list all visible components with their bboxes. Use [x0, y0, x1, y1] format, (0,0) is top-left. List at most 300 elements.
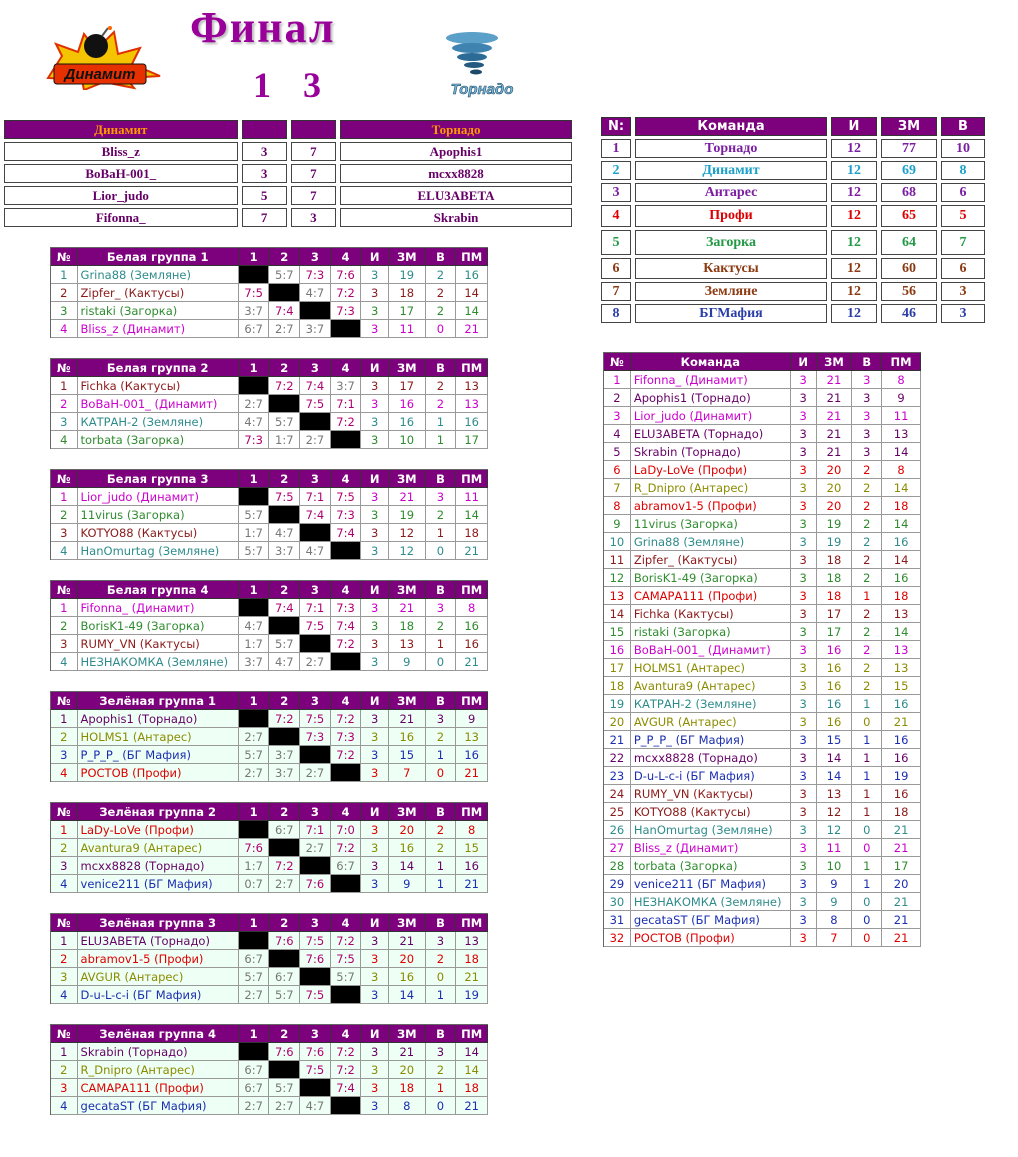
individual-name: Lior_judo (Динамит)	[631, 407, 791, 425]
individual-zm: 16	[817, 659, 853, 677]
group-pm: 21	[456, 653, 488, 671]
group-result: 6:7	[239, 1079, 270, 1097]
standings-team: Торнадо	[635, 139, 827, 158]
group-games: 3	[361, 1079, 389, 1097]
group-result: 6:7	[269, 968, 300, 986]
group-header-col: 3	[300, 803, 331, 821]
group-result: 6:7	[239, 1061, 270, 1079]
individual-zm: 16	[817, 695, 853, 713]
group-result: 7:4	[300, 377, 331, 395]
individual-name: САМАРА111 (Профи)	[631, 587, 791, 605]
individual-num: 23	[604, 767, 631, 785]
individual-games: 3	[791, 497, 817, 515]
group-header-col: 1	[239, 581, 270, 599]
individual-pm: 13	[882, 641, 921, 659]
group-wins: 1	[426, 431, 457, 449]
individual-wins: 3	[852, 425, 882, 443]
group-player-name: BorisK1-49 (Загорка)	[78, 617, 239, 635]
match-score1: 3	[242, 142, 287, 161]
individual-wins: 3	[852, 407, 882, 425]
individual-zm: 21	[817, 425, 853, 443]
group-wins: 1	[426, 413, 457, 431]
individual-pm: 18	[882, 803, 921, 821]
individual-num: 10	[604, 533, 631, 551]
individual-games: 3	[791, 875, 817, 893]
group-zm: 21	[389, 1043, 426, 1061]
group-player-name: Lior_judo (Динамит)	[78, 488, 239, 506]
individual-row	[604, 749, 921, 767]
individual-pm: 14	[882, 515, 921, 533]
group-result: 7:0	[331, 821, 362, 839]
group-result: 2:7	[239, 986, 270, 1004]
group-row	[51, 1097, 488, 1115]
standings-g: 12	[831, 282, 877, 301]
group-self-cell	[239, 710, 270, 728]
group-pm: 16	[456, 617, 488, 635]
group-result: 7:1	[300, 488, 331, 506]
group-wins: 2	[426, 377, 457, 395]
individual-row	[604, 803, 921, 821]
individual-zm: 10	[817, 857, 853, 875]
group-row	[51, 506, 488, 524]
individual-pm: 11	[882, 407, 921, 425]
group-header-zm: ЗМ	[389, 470, 426, 488]
individual-games: 3	[791, 695, 817, 713]
individual-zm: 17	[817, 605, 853, 623]
group-player-name: Apophis1 (Торнадо)	[78, 710, 239, 728]
match-score2: 3	[291, 208, 336, 227]
group-games: 3	[361, 284, 389, 302]
standings-team: Кактусы	[635, 258, 827, 279]
individual-wins: 2	[852, 533, 882, 551]
group-pm: 16	[456, 266, 488, 284]
group-row-num: 3	[51, 524, 78, 542]
group-row	[51, 950, 488, 968]
individual-games: 3	[791, 587, 817, 605]
group-header-col: 4	[331, 248, 362, 266]
group-self-cell	[239, 932, 270, 950]
individual-pm: 18	[882, 497, 921, 515]
group-zm: 14	[389, 857, 426, 875]
individual-zm: 21	[817, 371, 853, 389]
group-result: 2:7	[239, 764, 270, 782]
group-header-zm: ЗМ	[389, 803, 426, 821]
individual-wins: 2	[852, 641, 882, 659]
individual-wins: 3	[852, 443, 882, 461]
group-pm: 9	[456, 710, 488, 728]
standings-g: 12	[831, 183, 877, 202]
group-result: 7:6	[300, 875, 331, 893]
standings-g: 12	[831, 139, 877, 158]
group-result: 7:6	[269, 1043, 300, 1061]
standings-w: 5	[941, 205, 985, 227]
standings-header: В	[941, 117, 985, 136]
group-result: 3:7	[269, 764, 300, 782]
group-table	[50, 580, 488, 671]
group-result: 2:7	[300, 764, 331, 782]
group-row	[51, 617, 488, 635]
group-zm: 18	[389, 1079, 426, 1097]
group-result: 4:7	[269, 653, 300, 671]
individual-zm: 21	[817, 389, 853, 407]
individual-games: 3	[791, 677, 817, 695]
group-row	[51, 542, 488, 560]
individual-games: 3	[791, 821, 817, 839]
group-header-wins: В	[426, 248, 457, 266]
standings-header: Команда	[635, 117, 827, 136]
group-player-name: D-u-L-c-i (БГ Мафия)	[78, 986, 239, 1004]
individual-num: 22	[604, 749, 631, 767]
individual-games: 3	[791, 479, 817, 497]
group-result: 7:1	[331, 395, 362, 413]
individual-name: ELU3ABETA (Торнадо)	[631, 425, 791, 443]
group-header-games: И	[361, 914, 389, 932]
group-player-name: torbata (Загорка)	[78, 431, 239, 449]
group-self-cell	[269, 950, 300, 968]
group-row-num: 2	[51, 617, 78, 635]
group-zm: 20	[389, 1061, 426, 1079]
individual-wins: 1	[852, 875, 882, 893]
individual-zm: 7	[817, 929, 853, 947]
standings-team: Профи	[635, 205, 827, 227]
individual-wins: 3	[852, 389, 882, 407]
individual-zm: 12	[817, 821, 853, 839]
individual-num: 18	[604, 677, 631, 695]
group-header-col: 1	[239, 692, 270, 710]
standings-team: БГМафия	[635, 304, 827, 323]
group-row-num: 1	[51, 821, 78, 839]
group-title: Зелёная группа 1	[78, 692, 239, 710]
group-self-cell	[269, 617, 300, 635]
group-header-col: 1	[239, 803, 270, 821]
group-result: 2:7	[300, 653, 331, 671]
individual-name: РОСТОВ (Профи)	[631, 929, 791, 947]
individual-pm: 19	[882, 767, 921, 785]
individual-name: HOLMS1 (Антарес)	[631, 659, 791, 677]
group-row	[51, 1079, 488, 1097]
group-result: 7:2	[269, 377, 300, 395]
individual-pm: 13	[882, 605, 921, 623]
individual-name: НЕЗНАКОМКА (Земляне)	[631, 893, 791, 911]
group-player-name: BoBaH-001_ (Динамит)	[78, 395, 239, 413]
group-wins: 0	[426, 764, 457, 782]
group-wins: 2	[426, 266, 457, 284]
match-row	[4, 164, 572, 183]
individual-wins: 2	[852, 623, 882, 641]
group-zm: 16	[389, 839, 426, 857]
group-wins: 0	[426, 320, 457, 338]
match-row	[4, 208, 572, 227]
individual-row	[604, 641, 921, 659]
individual-games: 3	[791, 551, 817, 569]
group-games: 3	[361, 506, 389, 524]
group-self-cell	[269, 506, 300, 524]
standings-n: 3	[601, 183, 631, 202]
group-result: 7:3	[300, 728, 331, 746]
group-row-num: 1	[51, 710, 78, 728]
individual-row	[604, 839, 921, 857]
group-header-col: 4	[331, 581, 362, 599]
group-games: 3	[361, 542, 389, 560]
individual-wins: 0	[852, 713, 882, 731]
group-header-num: №	[51, 914, 78, 932]
group-result: 7:3	[331, 506, 362, 524]
standings-w: 3	[941, 282, 985, 301]
individual-pm: 14	[882, 623, 921, 641]
standings-w: 10	[941, 139, 985, 158]
individual-row	[604, 479, 921, 497]
group-header-col: 2	[269, 803, 300, 821]
individual-num: 19	[604, 695, 631, 713]
individual-games: 3	[791, 785, 817, 803]
individual-row	[604, 371, 921, 389]
group-games: 3	[361, 986, 389, 1004]
individual-wins: 2	[852, 497, 882, 515]
individual-header: ПМ	[882, 353, 921, 371]
group-self-cell	[269, 284, 300, 302]
individual-zm: 21	[817, 407, 853, 425]
group-result: 7:5	[331, 488, 362, 506]
individual-row	[604, 587, 921, 605]
individual-num: 9	[604, 515, 631, 533]
standings-zm: 65	[881, 205, 937, 227]
group-result: 2:7	[239, 728, 270, 746]
group-header-games: И	[361, 581, 389, 599]
individual-zm: 12	[817, 803, 853, 821]
individual-num: 32	[604, 929, 631, 947]
individual-games: 3	[791, 803, 817, 821]
group-pm: 17	[456, 431, 488, 449]
group-result: 5:7	[269, 266, 300, 284]
individual-games: 3	[791, 713, 817, 731]
standings-row	[601, 230, 985, 255]
group-self-cell	[331, 542, 362, 560]
group-header-games: И	[361, 1025, 389, 1043]
group-result: 7:2	[331, 746, 362, 764]
group-result: 7:3	[331, 599, 362, 617]
group-result: 7:5	[300, 710, 331, 728]
group-header-col: 2	[269, 470, 300, 488]
match-table	[0, 117, 576, 230]
individual-zm: 8	[817, 911, 853, 929]
individual-row	[604, 875, 921, 893]
group-zm: 21	[389, 599, 426, 617]
group-games: 3	[361, 968, 389, 986]
standings-row	[601, 282, 985, 301]
individual-pm: 21	[882, 821, 921, 839]
group-result: 5:7	[331, 968, 362, 986]
individual-name: Bliss_z (Динамит)	[631, 839, 791, 857]
group-header-col: 4	[331, 1025, 362, 1043]
group-self-cell	[269, 728, 300, 746]
group-zm: 7	[389, 764, 426, 782]
individual-wins: 2	[852, 659, 882, 677]
group-header-col: 3	[300, 692, 331, 710]
group-games: 3	[361, 1043, 389, 1061]
group-zm: 8	[389, 1097, 426, 1115]
group-header-num: №	[51, 248, 78, 266]
standings-zm: 64	[881, 230, 937, 255]
individual-row	[604, 497, 921, 515]
individual-num: 3	[604, 407, 631, 425]
team-standings-table	[597, 114, 989, 326]
group-wins: 1	[426, 1079, 457, 1097]
group-row	[51, 932, 488, 950]
group-result: 2:7	[239, 1097, 270, 1115]
individual-zm: 19	[817, 533, 853, 551]
individual-wins: 0	[852, 821, 882, 839]
group-row-num: 3	[51, 857, 78, 875]
individual-pm: 16	[882, 785, 921, 803]
group-pm: 16	[456, 746, 488, 764]
individual-games: 3	[791, 839, 817, 857]
group-self-cell	[331, 986, 362, 1004]
group-pm: 15	[456, 839, 488, 857]
group-row	[51, 524, 488, 542]
individual-row	[604, 425, 921, 443]
individual-pm: 16	[882, 695, 921, 713]
group-self-cell	[331, 320, 362, 338]
group-table	[50, 247, 488, 338]
individual-wins: 2	[852, 461, 882, 479]
group-row-num: 1	[51, 377, 78, 395]
individual-name: КАТРАН-2 (Земляне)	[631, 695, 791, 713]
individual-zm: 20	[817, 497, 853, 515]
group-wins: 3	[426, 599, 457, 617]
group-result: 1:7	[239, 635, 270, 653]
group-wins: 0	[426, 653, 457, 671]
group-result: 5:7	[269, 635, 300, 653]
group-header-num: №	[51, 803, 78, 821]
group-result: 7:3	[331, 302, 362, 320]
group-wins: 3	[426, 1043, 457, 1061]
individual-num: 25	[604, 803, 631, 821]
individual-name: P_P_P_ (БГ Мафия)	[631, 731, 791, 749]
group-self-cell	[331, 1097, 362, 1115]
group-result: 6:7	[239, 320, 270, 338]
individual-wins: 1	[852, 767, 882, 785]
standings-team: Земляне	[635, 282, 827, 301]
group-player-name: mcxx8828 (Торнадо)	[78, 857, 239, 875]
individual-row	[604, 929, 921, 947]
group-player-name: 11virus (Загорка)	[78, 506, 239, 524]
group-table	[50, 691, 488, 782]
group-row-num: 3	[51, 635, 78, 653]
group-pm: 8	[456, 821, 488, 839]
standings-zm: 68	[881, 183, 937, 202]
match-score1: 5	[242, 186, 287, 205]
match-team2: Торнадо	[340, 120, 572, 139]
individual-games: 3	[791, 407, 817, 425]
group-row-num: 2	[51, 1061, 78, 1079]
individual-games: 3	[791, 605, 817, 623]
group-zm: 21	[389, 488, 426, 506]
group-header-col: 4	[331, 803, 362, 821]
match-row	[4, 142, 572, 161]
individual-num: 15	[604, 623, 631, 641]
group-self-cell	[269, 395, 300, 413]
group-zm: 16	[389, 728, 426, 746]
group-player-name: НЕЗНАКОМКА (Земляне)	[78, 653, 239, 671]
group-player-name: САМАРА111 (Профи)	[78, 1079, 239, 1097]
group-wins: 0	[426, 1097, 457, 1115]
individual-zm: 16	[817, 641, 853, 659]
group-header-games: И	[361, 248, 389, 266]
group-header-zm: ЗМ	[389, 1025, 426, 1043]
individual-zm: 14	[817, 749, 853, 767]
group-player-name: ELU3ABETA (Торнадо)	[78, 932, 239, 950]
individual-name: gecataST (БГ Мафия)	[631, 911, 791, 929]
standings-n: 6	[601, 258, 631, 279]
individual-wins: 3	[852, 371, 882, 389]
individual-pm: 20	[882, 875, 921, 893]
standings-w: 6	[941, 183, 985, 202]
individual-wins: 1	[852, 857, 882, 875]
individual-name: Fifonna_ (Динамит)	[631, 371, 791, 389]
group-self-cell	[239, 266, 270, 284]
group-row	[51, 431, 488, 449]
standings-n: 2	[601, 161, 631, 180]
individual-num: 16	[604, 641, 631, 659]
individual-header: В	[852, 353, 882, 371]
group-zm: 11	[389, 320, 426, 338]
individual-name: torbata (Загорка)	[631, 857, 791, 875]
group-title: Белая группа 3	[78, 470, 239, 488]
dinamit-logo-text: Динамит	[64, 66, 136, 83]
match-score1: 7	[242, 208, 287, 227]
group-result: 7:5	[331, 950, 362, 968]
match-score2: 7	[291, 142, 336, 161]
individual-header: Команда	[631, 353, 791, 371]
individual-zm: 16	[817, 713, 853, 731]
group-title: Белая группа 1	[78, 248, 239, 266]
standings-zm: 77	[881, 139, 937, 158]
group-header-pm: ПМ	[456, 1025, 488, 1043]
group-row-num: 1	[51, 932, 78, 950]
individual-row	[604, 695, 921, 713]
group-row-num: 4	[51, 1097, 78, 1115]
group-header-col: 2	[269, 914, 300, 932]
group-header-pm: ПМ	[456, 470, 488, 488]
individual-games: 3	[791, 443, 817, 461]
individual-num: 28	[604, 857, 631, 875]
standings-w: 6	[941, 258, 985, 279]
group-wins: 1	[426, 746, 457, 764]
individual-wins: 2	[852, 551, 882, 569]
group-pm: 13	[456, 377, 488, 395]
group-pm: 21	[456, 968, 488, 986]
group-zm: 9	[389, 653, 426, 671]
standings-g: 12	[831, 258, 877, 279]
group-header-col: 2	[269, 248, 300, 266]
group-header-col: 3	[300, 359, 331, 377]
group-pm: 21	[456, 542, 488, 560]
group-result: 2:7	[269, 875, 300, 893]
match-player1: Fifonna_	[4, 208, 238, 227]
group-zm: 19	[389, 266, 426, 284]
group-result: 0:7	[239, 875, 270, 893]
individual-pm: 13	[882, 425, 921, 443]
individual-num: 24	[604, 785, 631, 803]
group-pm: 16	[456, 857, 488, 875]
group-wins: 0	[426, 968, 457, 986]
individual-pm: 21	[882, 839, 921, 857]
group-player-name: LaDy-LoVe (Профи)	[78, 821, 239, 839]
tornado-logo	[428, 30, 536, 102]
individual-pm: 21	[882, 929, 921, 947]
individual-row	[604, 461, 921, 479]
group-row-num: 4	[51, 320, 78, 338]
